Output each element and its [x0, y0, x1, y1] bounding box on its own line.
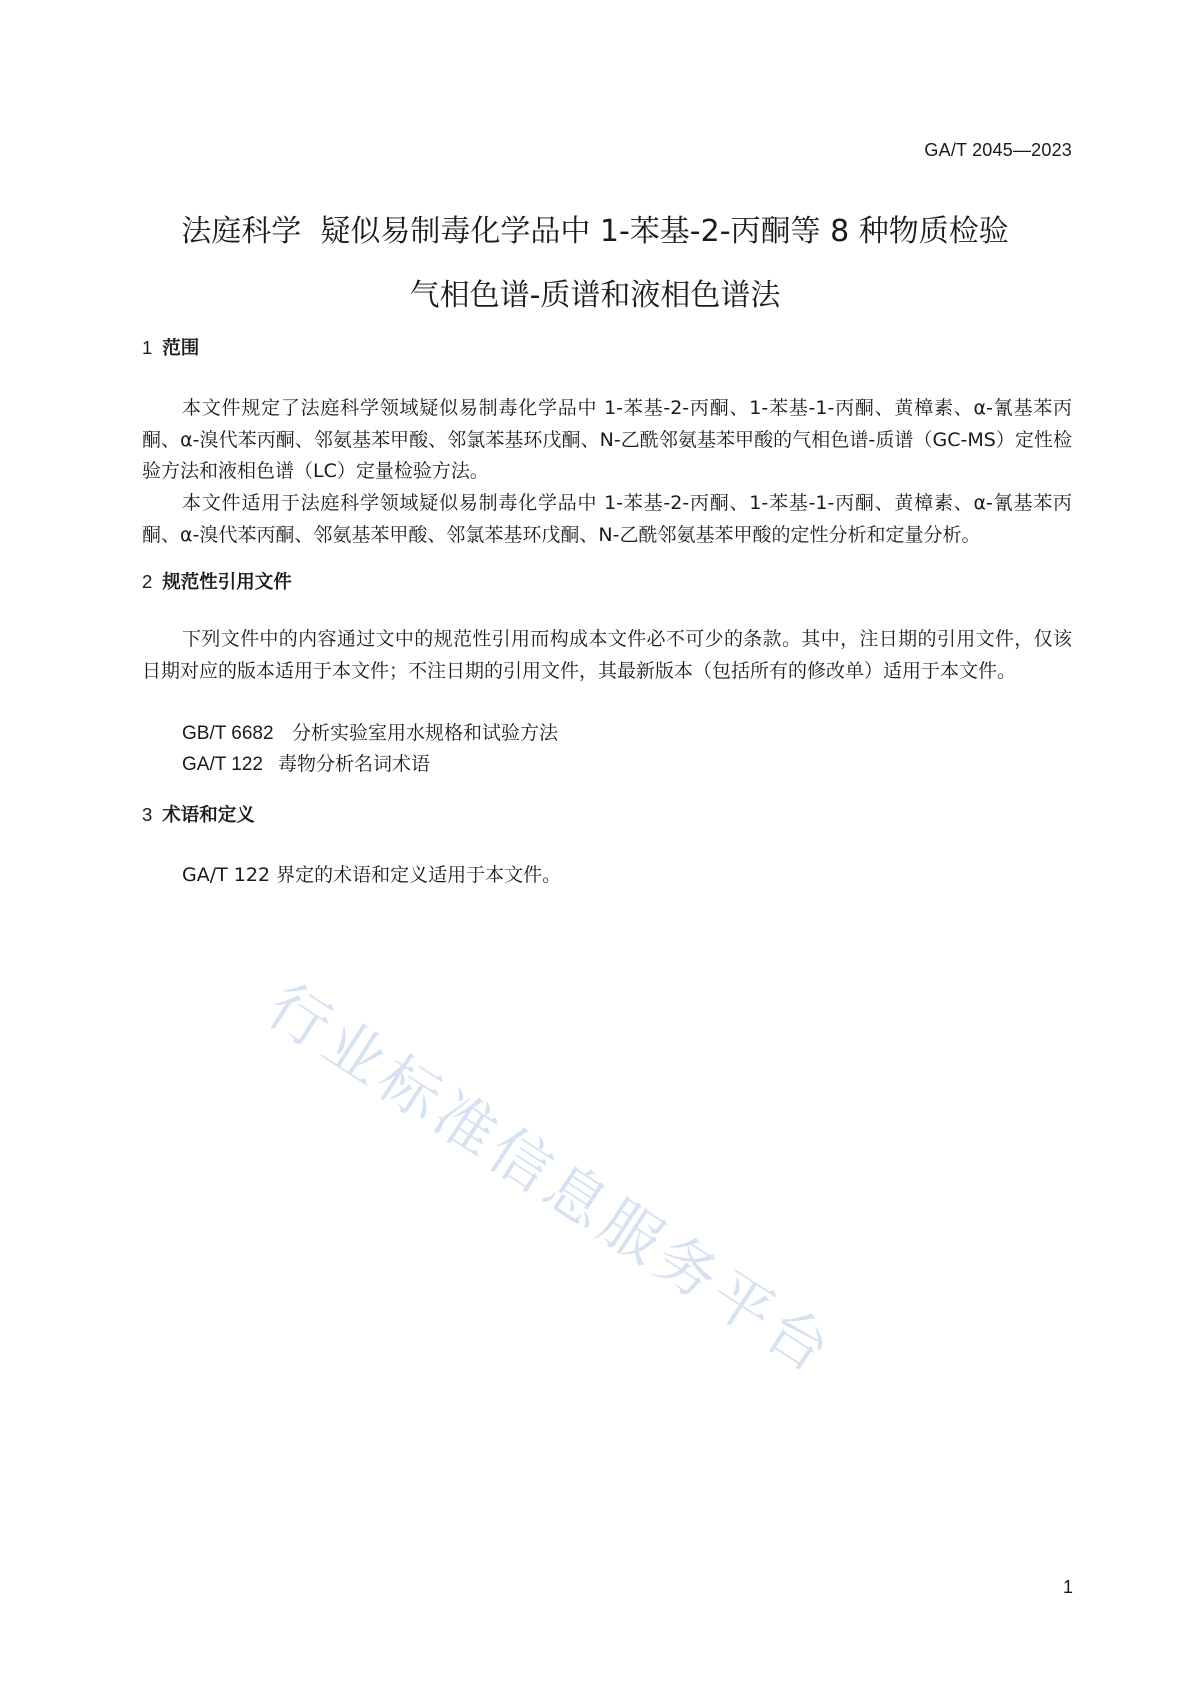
section-2-paragraph: 下列文件中的内容通过文中的规范性引用而构成本文件必不可少的条款。其中，注日期的引用文件，仅该日期对应的版本适用于本文件；不注日期的引用文件，其最新版本（包括所有的修改单）适用于本文件。	[142, 628, 1072, 682]
section-3-heading	[142, 803, 255, 828]
section-title: 术语和定义	[162, 805, 255, 826]
document-title-line-1: 法庭科学 疑似易制毒化学品中 1-苯基-2-丙酮等 8 种物质检验	[181, 214, 1009, 249]
section-title: 规范性引用文件	[162, 572, 292, 593]
section-number: 3	[142, 804, 153, 825]
reference-item	[182, 718, 558, 750]
reference-item	[182, 749, 430, 781]
page-number: 1	[1062, 1577, 1073, 1597]
section-1-heading	[142, 336, 199, 361]
document-title-line-2: 气相色谱-质谱和液相色谱法	[409, 278, 781, 313]
reference-code: GA/T 122	[182, 754, 263, 775]
reference-title: 毒物分析名词术语	[278, 753, 431, 775]
standard-code: GA/T 2045—2023	[924, 140, 1072, 160]
section-number: 2	[142, 571, 153, 592]
section-2-heading	[142, 570, 292, 595]
section-number: 1	[142, 337, 153, 358]
section-3-paragraph: GA/T 122 界定的术语和定义适用于本文件。	[182, 864, 562, 886]
section-1-paragraph-1: 本文件规定了法庭科学领域疑似易制毒化学品中 1-苯基-2-丙酮、1-苯基-1-丙酮、黄樟素、α-氰基苯丙酮、α-溴代苯丙酮、邻氨基苯甲酸、邻氯苯基环戊酮、N-乙酰邻氨基苯甲酸的气相色谱-质谱（GC-MS）定性检验方法和液相色谱（LC）定量检验方法。	[142, 397, 1072, 482]
reference-code: GB/T 6682	[182, 723, 274, 744]
section-1-paragraph-2: 本文件适用于法庭科学领域疑似易制毒化学品中 1-苯基-2-丙酮、1-苯基-1-丙酮、黄樟素、α-氰基苯丙酮、α-溴代苯丙酮、邻氨基苯甲酸、邻氯苯基环戊酮、N-乙酰邻氨基苯甲酸的定性分析和定量分析。	[142, 492, 1072, 546]
reference-title: 分析实验室用水规格和试验方法	[292, 722, 559, 744]
watermark: 行业标准信息服务平台	[254, 970, 847, 1390]
section-title: 范围	[162, 338, 200, 359]
